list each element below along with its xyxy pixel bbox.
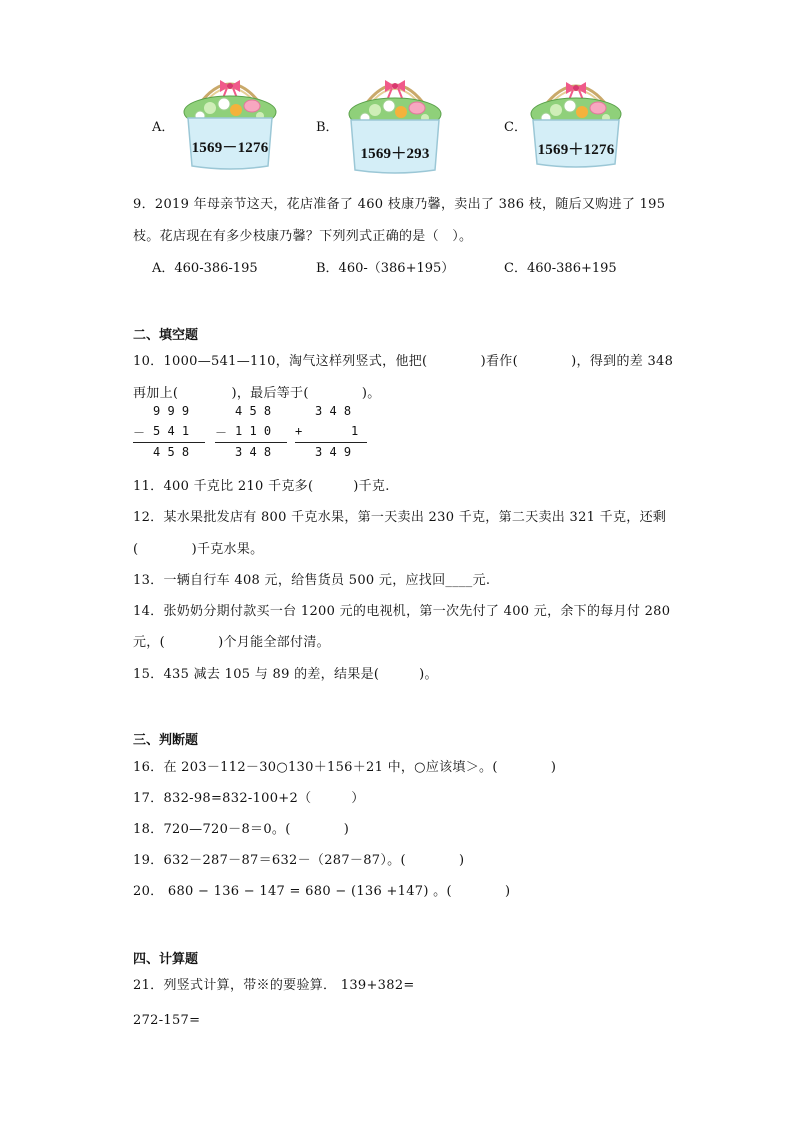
calc3-result: 3 4 9 [315, 445, 352, 459]
calc3-top: 3 4 8 [315, 404, 352, 418]
calc2-operator: － [215, 426, 228, 440]
calc1-mid: 5 4 1 [153, 424, 190, 438]
calc2-mid: 1 1 0 [235, 424, 272, 438]
q9-line-2: 枝。花店现在有多少枝康乃馨？下列列式正确的是（ ）。 [133, 229, 473, 244]
q10-line-1: 10．1000—541—110，淘气这样列竖式，他把( )看作( )，得到的差 348 [133, 354, 674, 369]
section-heading-fill-blank: 二、填空题 [133, 328, 199, 343]
q8-option-a-expression: 1569－1276 [191, 140, 269, 156]
q8-option-c-basket[interactable] [527, 70, 625, 168]
q9-option-b[interactable]: B．460-（386+195） [316, 261, 455, 276]
section-heading-true-false: 三、判断题 [133, 733, 199, 748]
q19: 19．632－287－87＝632－（287－87）。( ) [133, 853, 465, 868]
q8-option-a-letter: A． [152, 120, 175, 135]
q10-vertical-calc-2 [215, 404, 287, 462]
q12-line-1: 12．某水果批发店有 800 千克水果，第一天卖出 230 千克，第二天卖出 321 千克，还剩 [133, 510, 667, 525]
calc1-top: 9 9 9 [153, 404, 190, 418]
q10-vertical-calc-3 [295, 404, 367, 462]
q8-option-c-expression: 1569＋1276 [537, 142, 615, 158]
q11: 11．400 千克比 210 千克多( )千克. [133, 479, 390, 494]
calc3-operator: + [295, 424, 303, 438]
q15: 15．435 减去 105 与 89 的差，结果是( )。 [133, 667, 438, 682]
q18: 18．720—720－8＝0。( ) [133, 822, 350, 837]
q8-option-b-basket[interactable] [345, 68, 445, 174]
q14-line-2: 元，( )个月能全部付清。 [133, 635, 330, 650]
q8-option-a-basket[interactable] [180, 68, 280, 170]
calc2-result: 3 4 8 [235, 445, 272, 459]
calc3-mid: 1 [351, 424, 359, 438]
q8-option-b-expression: 1569＋293 [360, 146, 430, 162]
q8-option-b-letter: B． [316, 120, 339, 135]
q8-option-c-letter: C． [504, 120, 527, 135]
calc1-operator: － [133, 426, 146, 440]
q9-option-a[interactable]: A．460-386-195 [152, 261, 258, 276]
q9-option-c[interactable]: C．460-386+195 [504, 261, 617, 276]
q12-line-2: ( )千克水果。 [133, 542, 264, 557]
q10-vertical-calc-1 [133, 404, 205, 462]
q13: 13．一辆自行车 408 元，给售货员 500 元，应找回____元. [133, 573, 491, 588]
q21-second-expression: 272-157= [133, 1013, 201, 1028]
q21: 21．列竖式计算，带※的要验算． 139+382= [133, 978, 415, 993]
calc1-result: 4 5 8 [153, 445, 190, 459]
q14-line-1: 14．张奶奶分期付款买一台 1200 元的电视机，第一次先付了 400 元，余下的每月付 280 [133, 604, 671, 619]
section-heading-calculation: 四、计算题 [133, 952, 199, 967]
calc2-top: 4 5 8 [235, 404, 272, 418]
q10-line-2: 再加上( )，最后等于( )。 [133, 386, 381, 401]
q20: 20． 680 − 136 − 147 = 680 − (136 +147) 。( ) [133, 884, 511, 899]
q17: 17．832-98=832-100+2（ ） [133, 791, 365, 806]
q16: 16．在 203－112－30○130＋156＋21 中，○应该填＞。( ) [133, 760, 557, 775]
q9-line-1: 9．2019 年母亲节这天，花店准备了 460 枝康乃馨，卖出了 386 枝，随后又购进了 195 [133, 197, 666, 212]
